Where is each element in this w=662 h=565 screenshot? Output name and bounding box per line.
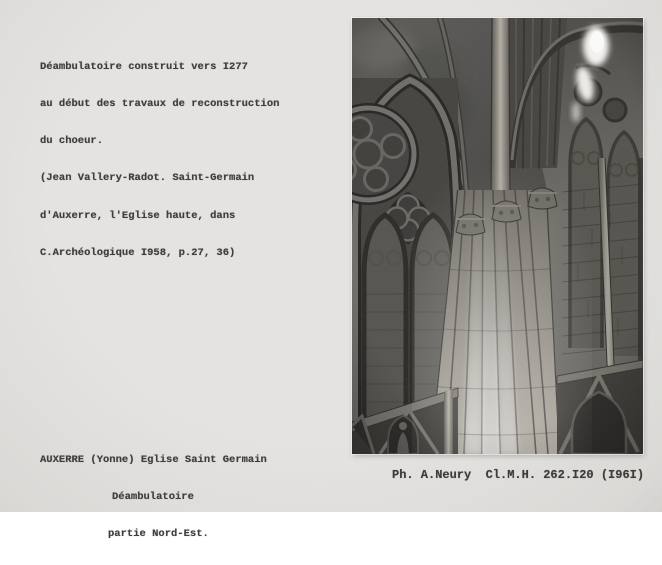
attribution-note	[40, 36, 279, 284]
typed-note-line: Déambulatoire construit vers I277	[40, 60, 248, 73]
photo-grain	[352, 18, 643, 454]
typed-note-line: Déambulatoire	[112, 491, 194, 504]
photo-rendering	[352, 18, 643, 454]
typed-note-line: d'Auxerre, l'Eglise haute, dans	[40, 209, 236, 222]
photograph	[352, 18, 643, 454]
typed-note-line: AUXERRE (Yonne) Eglise Saint Germain	[40, 453, 267, 466]
location-caption	[40, 429, 267, 565]
photo-credit: Ph. A.Neury Cl.M.H. 262.I20 (I96I)	[392, 468, 645, 482]
typed-note-line: C.Archéologique I958, p.27, 36)	[40, 246, 236, 259]
typed-note-line: partie Nord-Est.	[108, 528, 209, 541]
typed-note-line: du choeur.	[40, 135, 104, 148]
typed-note-line: (Jean Vallery-Radot. Saint-Germain	[40, 172, 255, 185]
typed-note-line: au début des travaux de reconstruction	[40, 98, 280, 111]
